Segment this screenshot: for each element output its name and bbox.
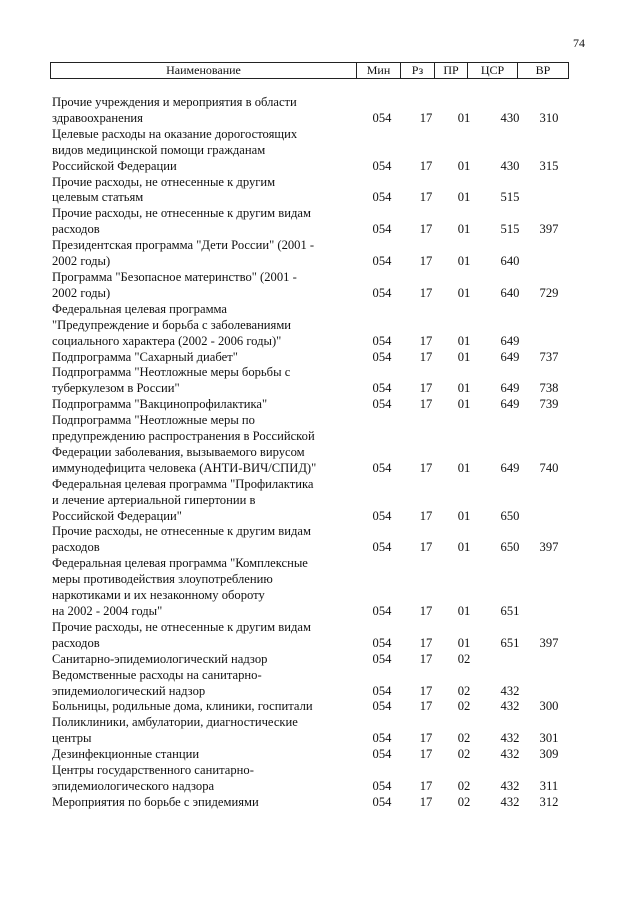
table-row: [0, 127, 640, 175]
row-name: [52, 397, 352, 413]
table-row: [0, 747, 640, 763]
row-name-line: Прочие учреждения и мероприятия в области: [52, 95, 297, 109]
row-name: [52, 747, 352, 763]
row-name: [52, 365, 352, 397]
cell-rz: 17: [419, 794, 433, 809]
header-vr: ВР: [517, 63, 568, 78]
cell-min: 054: [372, 460, 392, 475]
cell-rz: 17: [419, 254, 433, 269]
cell-pr: 02: [457, 699, 471, 714]
cell-min: 054: [372, 397, 392, 412]
cell-pr: 02: [457, 747, 471, 762]
cell-vr: 729: [539, 285, 559, 300]
row-name: [52, 668, 352, 700]
row-name: [52, 620, 352, 652]
row-name-line: Прочие расходы, не отнесенные к другим видам: [52, 524, 311, 539]
row-name: [52, 302, 352, 350]
row-name-line: Ведомственные расходы на санитарно-: [52, 667, 262, 682]
cell-csr: [493, 652, 527, 668]
table-row: [0, 206, 640, 238]
cell-csr: 515: [500, 190, 520, 205]
row-name: [52, 524, 352, 556]
row-name-line: расходов: [52, 635, 100, 650]
cell-vr: 397: [539, 635, 559, 650]
row-name-line: Подпрограмма "Вакцинопрофилактика": [52, 397, 268, 412]
cell-vr: [532, 254, 566, 270]
cell-csr: 650: [500, 508, 520, 523]
row-name-line: туберкулезом в России": [52, 381, 180, 396]
cell-vr: [532, 684, 566, 700]
cell-min: 054: [372, 635, 392, 650]
table-row: [0, 95, 640, 127]
cell-pr: 01: [457, 158, 471, 173]
row-name: [52, 413, 352, 477]
cell-vr: 301: [539, 731, 559, 746]
table-body: [0, 95, 640, 811]
row-name-line: Подпрограмма "Сахарный диабет": [52, 349, 238, 364]
table-header: [50, 62, 569, 79]
row-name: [52, 652, 352, 668]
cell-min: 054: [372, 190, 392, 205]
table-row: [0, 365, 640, 397]
table-row: [0, 238, 640, 270]
cell-csr: 649: [500, 460, 520, 475]
cell-vr: [532, 652, 566, 668]
cell-vr: 310: [539, 110, 559, 125]
row-name: [52, 175, 352, 207]
cell-rz: 17: [419, 683, 433, 698]
cell-csr: 640: [500, 285, 520, 300]
table-row: [0, 668, 640, 700]
cell-min: 054: [372, 254, 392, 269]
row-name-line: эпидемиологического надзора: [52, 778, 215, 793]
cell-rz: 17: [419, 778, 433, 793]
row-name: [52, 270, 352, 302]
cell-csr: 649: [500, 397, 520, 412]
cell-pr: 02: [457, 651, 471, 666]
row-name-line: 2002 годы): [52, 254, 111, 269]
header-min: Мин: [356, 63, 400, 78]
cell-rz: 17: [419, 460, 433, 475]
cell-min: 054: [372, 731, 392, 746]
cell-min: 054: [372, 508, 392, 523]
row-name-line: Программа "Безопасное материнство" (2001 -: [52, 269, 297, 284]
cell-pr: 01: [457, 333, 471, 348]
cell-pr: 02: [457, 794, 471, 809]
row-name-line: расходов: [52, 540, 100, 555]
row-name-line: 2002 годы): [52, 285, 111, 300]
row-name-line: Санитарно-эпидемиологический надзор: [52, 651, 268, 666]
cell-vr: 397: [539, 222, 559, 237]
row-name-line: расходов: [52, 222, 100, 237]
cell-csr: 649: [500, 349, 520, 364]
table-row: [0, 715, 640, 747]
row-name-line: Российской Федерации": [52, 508, 182, 523]
row-name-line: иммунодефицита человека (АНТИ-ВИЧ/СПИД)": [52, 460, 317, 475]
cell-pr: 01: [457, 190, 471, 205]
cell-rz: 17: [419, 222, 433, 237]
cell-min: 054: [372, 683, 392, 698]
cell-rz: 17: [419, 190, 433, 205]
cell-pr: 01: [457, 381, 471, 396]
cell-csr: 432: [500, 778, 520, 793]
row-name-line: меры противодействия злоупотреблению: [52, 572, 273, 587]
page-number: 74: [573, 36, 585, 50]
row-name-line: Федеральная целевая программа: [52, 301, 228, 316]
cell-pr: 01: [457, 540, 471, 555]
table-row: [0, 556, 640, 620]
cell-pr: 01: [457, 254, 471, 269]
cell-rz: 17: [419, 397, 433, 412]
cell-csr: 432: [500, 699, 520, 714]
cell-vr: 739: [539, 397, 559, 412]
cell-csr: 649: [500, 333, 520, 348]
row-name: [52, 206, 352, 238]
cell-vr: 737: [539, 349, 559, 364]
cell-pr: 02: [457, 683, 471, 698]
header-pr: ПР: [434, 63, 467, 78]
cell-vr: 311: [539, 778, 559, 793]
cell-pr: 01: [457, 349, 471, 364]
cell-vr: [532, 190, 566, 206]
cell-rz: 17: [419, 651, 433, 666]
row-name-line: Подпрограмма "Неотложные меры по: [52, 413, 255, 428]
cell-min: 054: [372, 778, 392, 793]
cell-pr: 01: [457, 635, 471, 650]
cell-csr: 432: [500, 731, 520, 746]
cell-csr: 430: [500, 110, 520, 125]
row-name: [52, 556, 352, 620]
table-row: [0, 175, 640, 207]
row-name-line: на 2002 - 2004 годы": [52, 604, 163, 618]
cell-rz: 17: [419, 635, 433, 650]
row-name-line: Прочие расходы, не отнесенные к другим видам: [52, 206, 311, 221]
row-name-line: Подпрограмма "Неотложные меры борьбы с: [52, 365, 291, 380]
cell-csr: 651: [500, 604, 520, 619]
cell-vr: [532, 334, 566, 350]
cell-pr: 01: [457, 285, 471, 300]
row-name-line: социального характера (2002 - 2006 годы)": [52, 333, 282, 348]
cell-csr: 432: [500, 794, 520, 809]
table-row: [0, 620, 640, 652]
cell-rz: 17: [419, 158, 433, 173]
row-name-line: Президентская программа "Дети России" (2001 -: [52, 238, 315, 253]
row-name-line: Больницы, родильные дома, клиники, госпитали: [52, 699, 313, 714]
cell-rz: 17: [419, 508, 433, 523]
table-row: [0, 699, 640, 715]
row-name-line: целевым статьям: [52, 190, 144, 205]
cell-rz: 17: [419, 699, 433, 714]
cell-pr: 01: [457, 508, 471, 523]
cell-csr: 649: [500, 381, 520, 396]
cell-min: 054: [372, 604, 392, 619]
table-row: [0, 270, 640, 302]
table-row: [0, 652, 640, 668]
row-name-line: эпидемиологический надзор: [52, 683, 206, 698]
cell-csr: 430: [500, 158, 520, 173]
row-name-line: Центры государственного санитарно-: [52, 763, 254, 778]
row-name-line: Мероприятия по борьбе с эпидемиями: [52, 794, 259, 809]
row-name-line: наркотиками и их незаконному обороту: [52, 588, 265, 603]
cell-min: 054: [372, 349, 392, 364]
cell-min: 054: [372, 222, 392, 237]
cell-vr: [532, 604, 566, 620]
row-name: [52, 715, 352, 747]
row-name-line: Федеральная целевая программа "Комплексные: [52, 556, 308, 571]
cell-rz: 17: [419, 110, 433, 125]
row-name-line: Поликлиники, амбулатории, диагностические: [52, 715, 298, 730]
row-name: [52, 699, 352, 715]
cell-vr: 315: [539, 158, 559, 173]
table-row: [0, 302, 640, 350]
cell-rz: 17: [419, 540, 433, 555]
table-row: [0, 795, 640, 811]
cell-csr: 640: [500, 254, 520, 269]
row-name-line: Федерации заболевания, вызываемого вирусом: [52, 444, 305, 459]
cell-pr: 01: [457, 397, 471, 412]
cell-vr: 309: [539, 747, 559, 762]
cell-csr: 432: [500, 747, 520, 762]
cell-min: 054: [372, 794, 392, 809]
cell-min: 054: [372, 699, 392, 714]
row-name-line: здравоохранения: [52, 110, 143, 125]
cell-rz: 17: [419, 285, 433, 300]
cell-min: 054: [372, 158, 392, 173]
cell-rz: 17: [419, 604, 433, 619]
row-name-line: и лечение артериальной гипертонии в: [52, 492, 256, 507]
row-name: [52, 795, 352, 811]
cell-rz: 17: [419, 333, 433, 348]
header-name: Наименование: [166, 63, 241, 77]
row-name-line: Целевые расходы на оказание дорогостоящих: [52, 126, 298, 141]
row-name-line: предупреждению распространения в Российской: [52, 429, 315, 444]
row-name-line: видов медицинской помощи гражданам: [52, 142, 266, 157]
cell-min: 054: [372, 747, 392, 762]
table-row: [0, 350, 640, 366]
cell-pr: 02: [457, 731, 471, 746]
row-name: [52, 477, 352, 525]
header-rz: Рз: [400, 63, 434, 78]
row-name-line: Прочие расходы, не отнесенные к другим: [52, 174, 276, 189]
row-name-line: Российской Федерации: [52, 158, 177, 173]
row-name-line: Прочие расходы, не отнесенные к другим видам: [52, 619, 311, 634]
cell-vr: [532, 509, 566, 525]
cell-csr: 515: [500, 222, 520, 237]
cell-rz: 17: [419, 381, 433, 396]
row-name: [52, 238, 352, 270]
cell-min: 054: [372, 540, 392, 555]
table-row: [0, 763, 640, 795]
cell-min: 054: [372, 110, 392, 125]
row-name-line: "Предупреждение и борьба с заболеваниями: [52, 317, 292, 332]
cell-min: 054: [372, 285, 392, 300]
cell-rz: 17: [419, 747, 433, 762]
cell-pr: 01: [457, 110, 471, 125]
row-name-line: центры: [52, 731, 92, 746]
header-csr: ЦСР: [467, 63, 517, 78]
cell-rz: 17: [419, 731, 433, 746]
row-name: [52, 763, 352, 795]
cell-vr: 300: [539, 699, 559, 714]
cell-min: 054: [372, 381, 392, 396]
cell-vr: 738: [539, 381, 559, 396]
row-name: [52, 95, 352, 127]
cell-pr: 01: [457, 604, 471, 619]
cell-min: 054: [372, 333, 392, 348]
cell-pr: 02: [457, 778, 471, 793]
row-name: [52, 127, 352, 175]
cell-csr: 432: [500, 683, 520, 698]
cell-min: 054: [372, 651, 392, 666]
cell-vr: 740: [539, 460, 559, 475]
table-row: [0, 477, 640, 525]
row-name-line: Федеральная целевая программа "Профилактика: [52, 476, 314, 491]
cell-csr: 651: [500, 635, 520, 650]
cell-rz: 17: [419, 349, 433, 364]
cell-csr: 650: [500, 540, 520, 555]
row-name: [52, 350, 352, 366]
cell-vr: 312: [539, 794, 559, 809]
table-row: [0, 524, 640, 556]
cell-pr: 01: [457, 460, 471, 475]
table-row: [0, 413, 640, 477]
cell-vr: 397: [539, 540, 559, 555]
cell-pr: 01: [457, 222, 471, 237]
row-name-line: Дезинфекционные станции: [52, 747, 200, 762]
table-row: [0, 397, 640, 413]
